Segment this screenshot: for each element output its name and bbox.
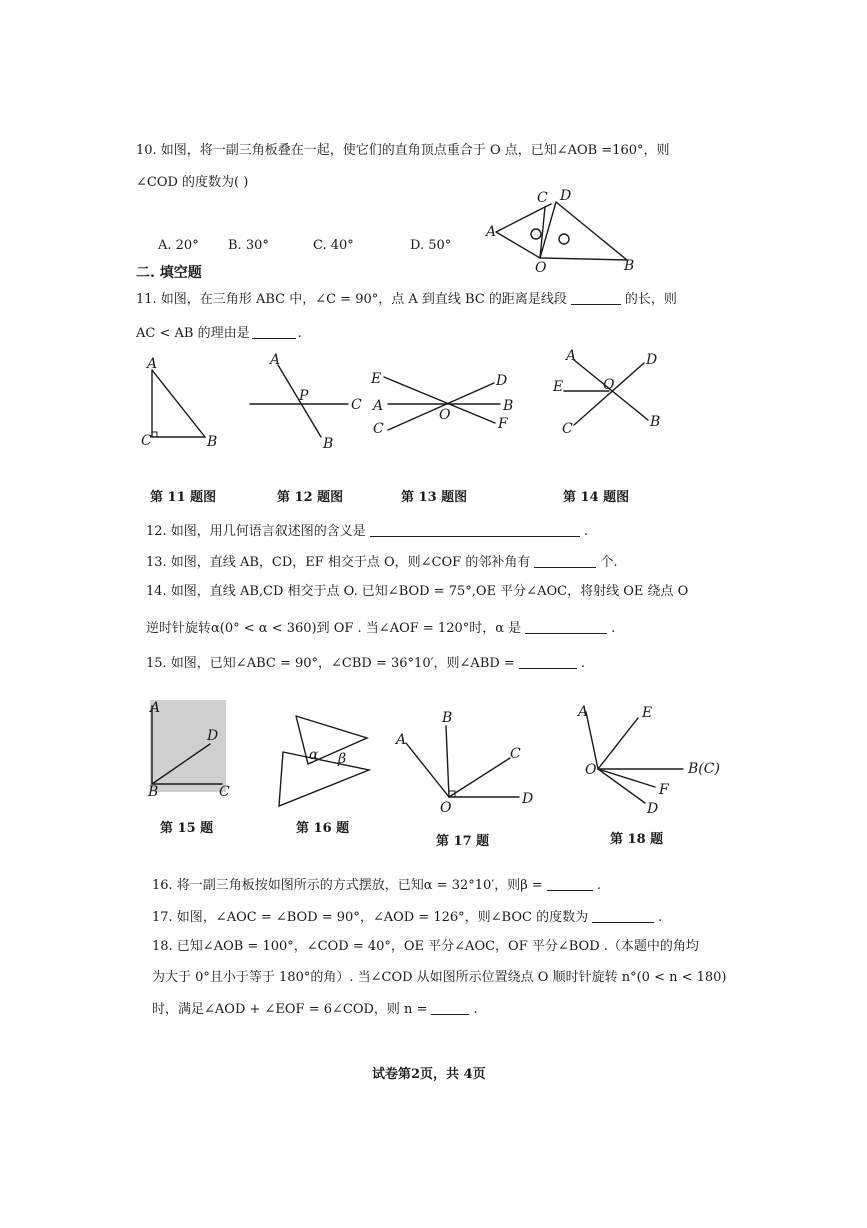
q11-line2-text: AC < AB 的理由是: [136, 326, 250, 341]
fig12-label-p: P: [299, 388, 309, 404]
q10-option-c: C. 40°: [313, 238, 354, 253]
q12-text-tail: .: [583, 524, 588, 539]
fig11-triangle: [152, 370, 205, 437]
fig13-label-f: F: [498, 416, 508, 432]
fig13-label-o: O: [439, 407, 451, 423]
q11-line2-tail: .: [297, 326, 302, 341]
q10-line2: ∠COD 的度数为( ): [136, 175, 249, 190]
fig12-label-a: A: [270, 352, 281, 368]
fig17-drawing: [406, 726, 519, 797]
q16-text-main: 16. 将一副三角板按如图所示的方式摆放，已知α = 32°10′，则β =: [152, 878, 543, 893]
fig17-ray-oc: [449, 758, 510, 797]
fig18-ray-of: [598, 769, 655, 787]
fig18-caption: 第 18 题: [610, 832, 664, 847]
fig17-ray-ob: [446, 726, 449, 797]
fig10-label-o: O: [535, 260, 547, 276]
fig10-triangle-aco: [496, 207, 545, 258]
fig15-label-d: D: [207, 728, 219, 744]
fig16-label-beta: β: [338, 751, 347, 767]
fig16-drawing: [279, 716, 369, 806]
fig13-label-c: C: [373, 421, 384, 437]
fig15-ray-bd: [152, 744, 210, 784]
q12-text-main: 12. 如图，用几何语言叙述图的含义是: [146, 524, 366, 539]
fig15-drawing: [152, 706, 222, 784]
fig13-caption: 第 13 题图: [401, 490, 468, 505]
fig16-triangle-bottom: [279, 752, 369, 806]
q10-line1: 10. 如图，将一副三角板叠在一起，使它们的直角顶点重合于 O 点，已知∠AOB =160°，则: [136, 143, 670, 158]
page-footer: 试卷第2页，共 4页: [372, 1067, 486, 1082]
fig10-label-b: B: [624, 258, 635, 274]
q10-option-a: A. 20°: [158, 238, 199, 253]
q15-text-tail: .: [580, 656, 585, 671]
fig11-drawing: [152, 370, 205, 437]
q17-text-main: 17. 如图，∠AOC = ∠BOD = 90°，∠AOD = 126°，则∠BOC 的度数为: [152, 910, 589, 925]
fig15-label-c: C: [219, 784, 230, 800]
fig17-label-b: B: [442, 710, 453, 726]
q18-line2: 为大于 0°且小于等于 180°的角）. 当∠COD 从如图所示位置绕点 O 顺时针旋转 n°(0 < n < 180): [152, 970, 727, 985]
fig13-label-e: E: [371, 371, 382, 387]
fig18-label-e: E: [642, 705, 653, 721]
fig17-label-a: A: [396, 732, 407, 748]
q11-line1-text: 11. 如图，在三角形 ABC 中，∠C = 90°，点 A 到直线 BC 的距离是线段: [136, 292, 567, 307]
fig11-label-c: C: [141, 433, 152, 449]
q11-line1-tail: 的长，则: [624, 292, 677, 307]
fig11-label-b: B: [207, 434, 218, 450]
fig14-label-c: C: [562, 421, 573, 437]
fig11-right-angle: [152, 432, 157, 437]
q15-text-main: 15. 如图，已知∠ABC = 90°，∠CBD = 36°10′，则∠ABD =: [146, 656, 515, 671]
fig17-ray-oa: [406, 743, 449, 797]
q13-text-main: 13. 如图，直线 AB，CD，EF 相交于点 O，则∠COF 的邻补角有: [146, 555, 531, 570]
fig18-label-f: F: [659, 782, 669, 798]
fig17-caption: 第 17 题: [436, 834, 490, 849]
fig10-triangle-dob: [540, 202, 627, 260]
fig10-drawing: [496, 202, 627, 260]
fig14-label-d: D: [646, 352, 658, 368]
q18-line3-tail: .: [473, 1002, 478, 1017]
fig17-label-c: C: [510, 746, 521, 762]
q18-line1: 18. 已知∠AOB = 100°，∠COD = 40°，OE 平分∠AOC，OF 平分∠BOD .（本题中的角均: [152, 939, 699, 954]
fig14-label-a: A: [566, 348, 577, 364]
q10-option-d: D. 50°: [410, 238, 452, 253]
fig10-label-c: C: [537, 190, 548, 206]
fig11-label-a: A: [147, 356, 158, 372]
fig13-label-a: A: [373, 398, 384, 414]
fig10-hole-left: [531, 229, 541, 239]
fig14-label-e: E: [553, 379, 564, 395]
fig18-label-a: A: [578, 704, 589, 720]
fig14-caption: 第 14 题图: [563, 490, 630, 505]
fig10-hole-right: [559, 234, 569, 244]
fig18-label-d: D: [647, 801, 659, 817]
fig15-caption: 第 15 题: [160, 821, 214, 836]
q16-text-tail: .: [596, 878, 601, 893]
q10-option-b: B. 30°: [228, 238, 269, 253]
fig13-label-b: B: [503, 398, 514, 414]
fig12-label-c: C: [351, 397, 362, 413]
fig15-label-a: A: [150, 700, 161, 716]
fig14-line-cd: [574, 363, 644, 425]
fig12-caption: 第 12 题图: [277, 490, 344, 505]
fig11-caption: 第 11 题图: [150, 490, 217, 505]
fig10-label-a: A: [486, 224, 497, 240]
fig14-label-o: O: [603, 377, 615, 393]
q14-line1: 14. 如图，直线 AB,CD 相交于点 O. 已知∠BOD = 75°,OE 平分∠AOC，将射线 OE 绕点 O: [146, 584, 689, 599]
fig17-label-o: O: [440, 800, 452, 816]
q18-line3-text: 时，满足∠AOD + ∠EOF = 6∠COD，则 n =: [152, 1002, 428, 1017]
fig10-label-d: D: [560, 188, 572, 204]
fig18-ray-oa: [586, 712, 598, 769]
section-title: 二. 填空题: [136, 265, 202, 281]
fig18-label-bc: B(C): [688, 761, 720, 777]
fig18-ray-oe: [598, 718, 638, 769]
fig18-label-o: O: [585, 762, 597, 778]
fig14-label-b: B: [650, 414, 661, 430]
fig17-label-d: D: [522, 791, 534, 807]
fig15-label-b: B: [148, 784, 159, 800]
fig16-caption: 第 16 题: [296, 821, 350, 836]
fig12-label-b: B: [323, 436, 334, 452]
fig16-label-alpha: α: [309, 747, 319, 763]
q14-line2-text: 逆时针旋转α(0° < α < 360)到 OF . 当∠AOF = 120°时，α 是: [146, 621, 522, 636]
fig13-label-d: D: [496, 373, 508, 389]
q14-line2-tail: .: [611, 621, 616, 636]
q13-text-tail: 个.: [600, 555, 618, 570]
fig18-ray-od: [598, 769, 645, 803]
q17-text-tail: .: [658, 910, 663, 925]
